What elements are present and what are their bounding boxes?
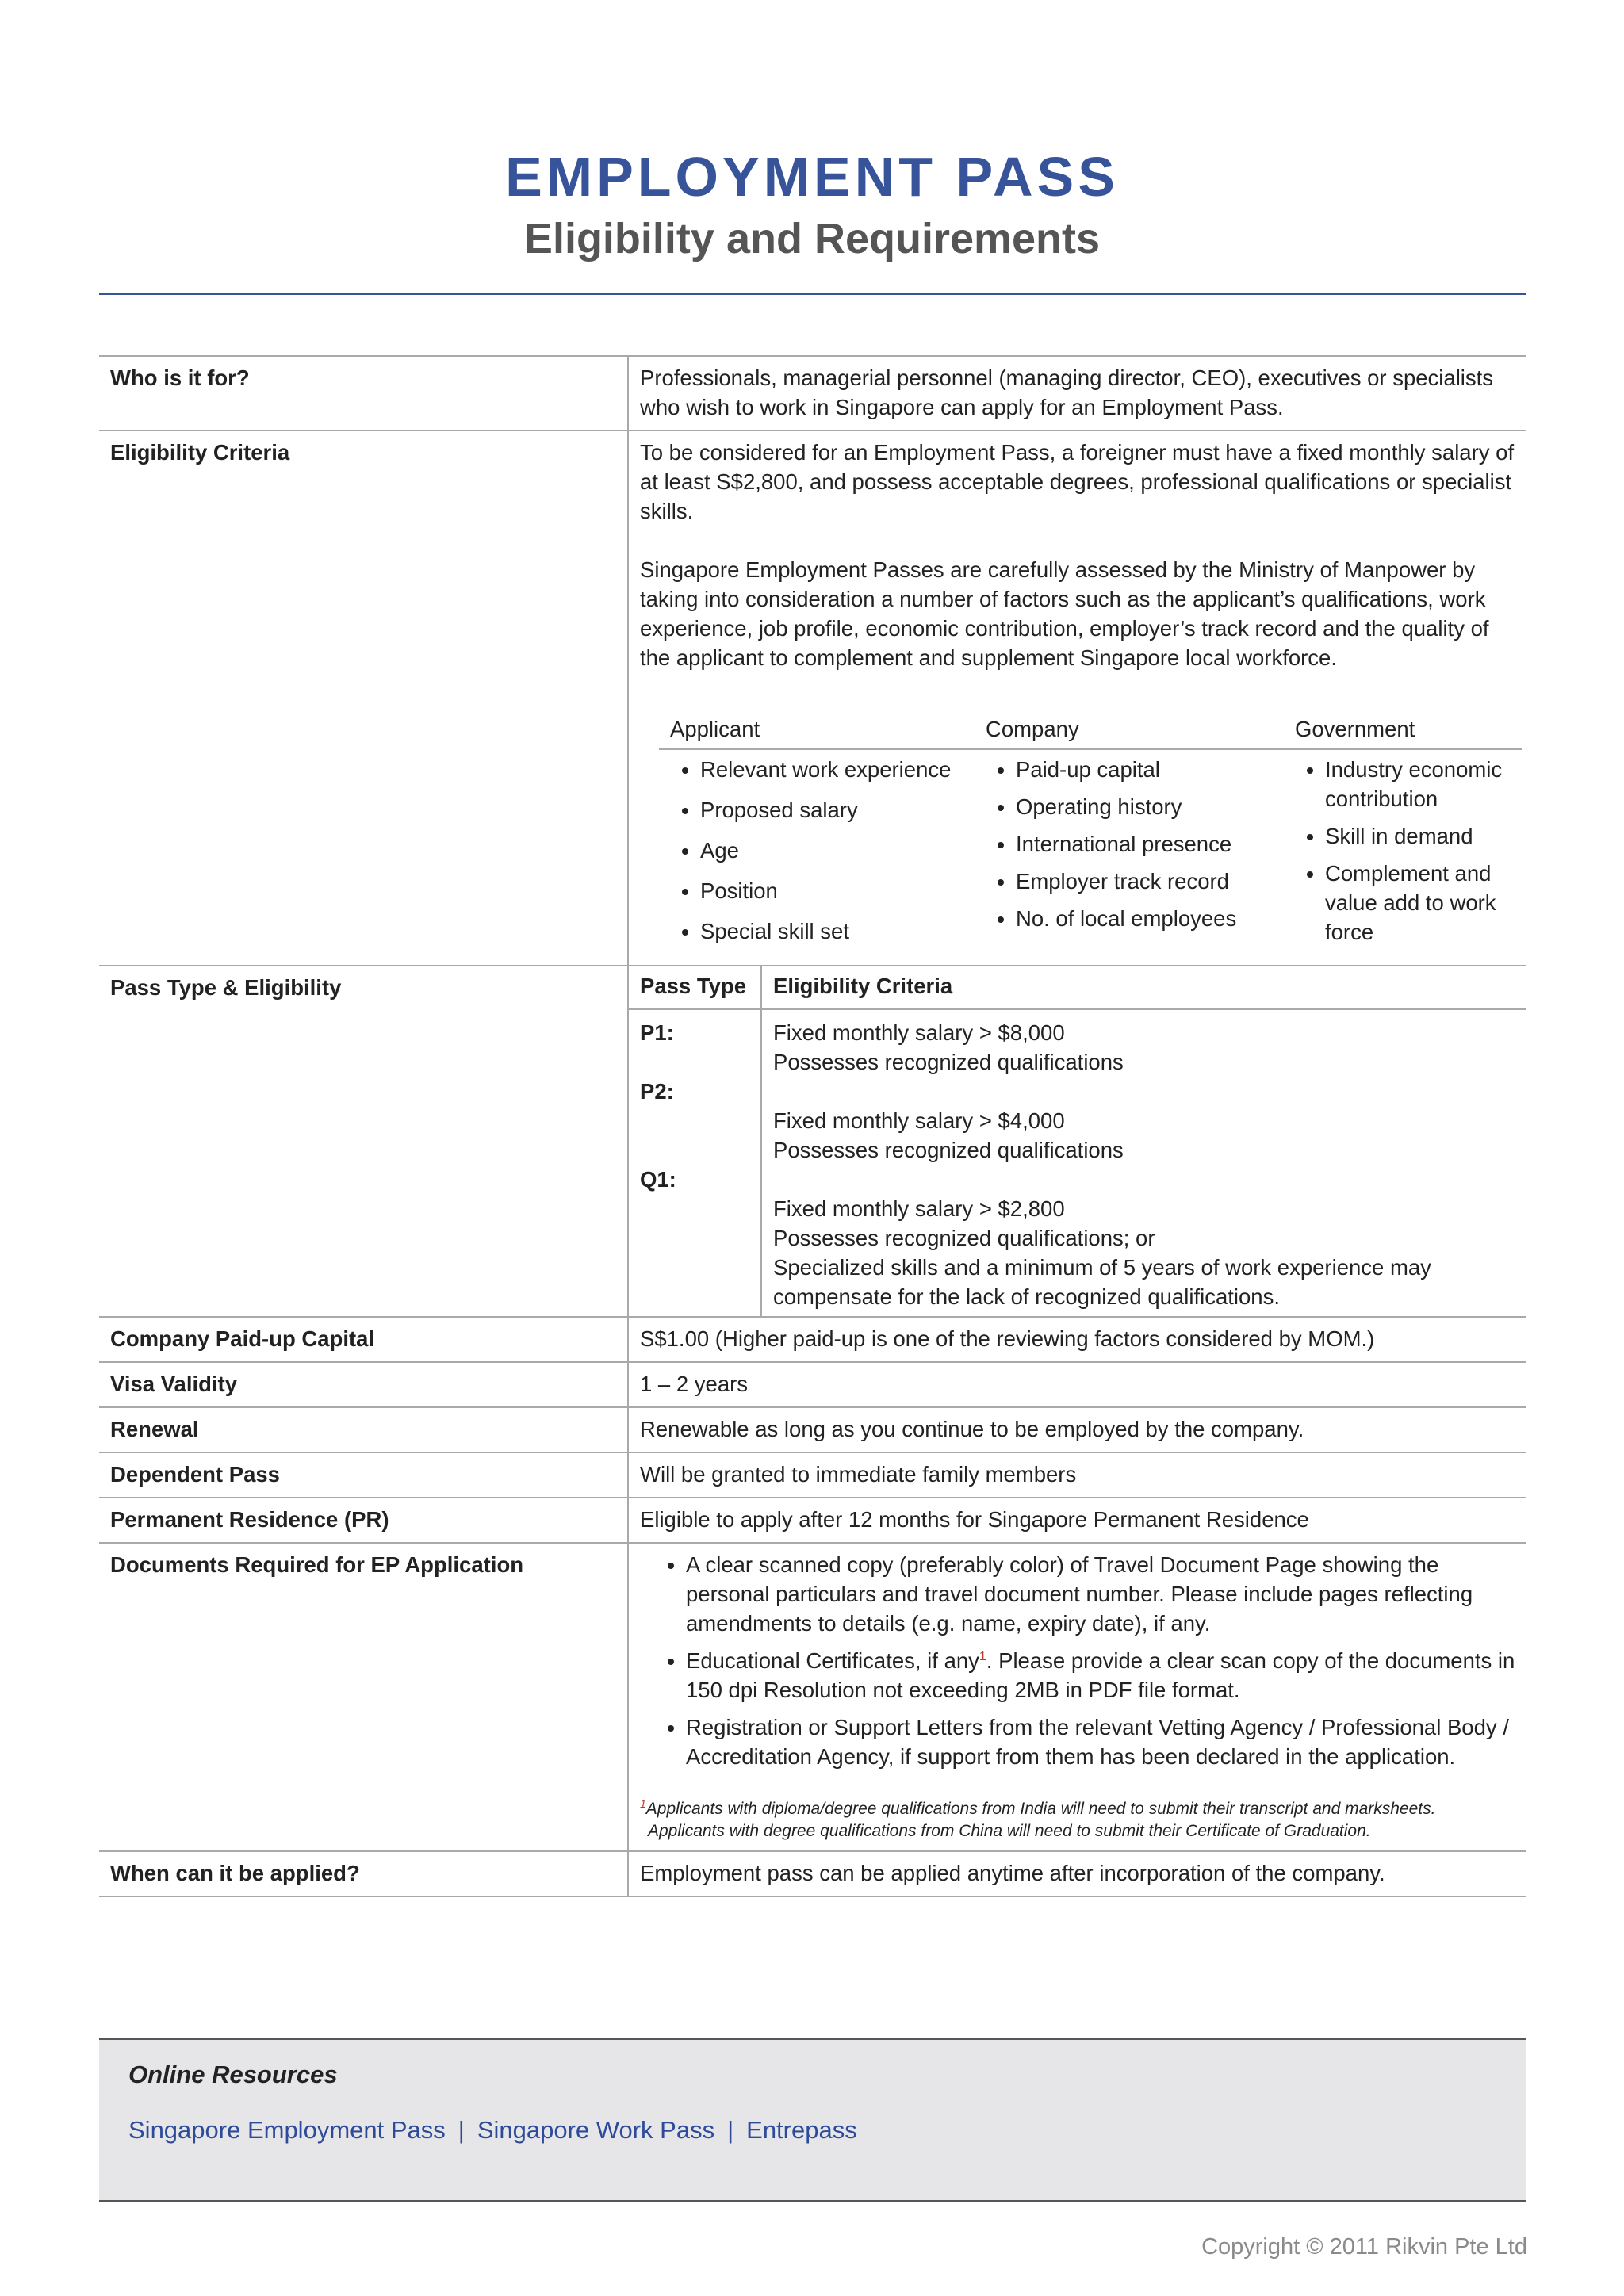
factor-list bbox=[1284, 755, 1522, 947]
row-value: Employment pass can be applied anytime after incorporation of the company. bbox=[628, 1851, 1526, 1896]
row-label: Pass Type & Eligibility bbox=[99, 966, 628, 1317]
resources-title: Online Resources bbox=[128, 2061, 338, 2088]
footnote-text: Applicants with diploma/degree qualifications from India will need to submit their transcript and marksheets. bbox=[645, 1800, 1436, 1818]
row-value bbox=[628, 1543, 1526, 1851]
page-title: EMPLOYMENT PASS bbox=[505, 146, 1119, 208]
row-who bbox=[99, 356, 1526, 430]
footnote-marker: 1 bbox=[979, 1649, 986, 1663]
list-item: • Paid-up capital bbox=[1016, 755, 1284, 784]
row-value: Renewable as long as you continue to be employed by the company. bbox=[628, 1407, 1526, 1452]
link-singapore-employment-pass[interactable]: Singapore Employment Pass bbox=[128, 2116, 446, 2144]
row-capital bbox=[99, 1317, 1526, 1362]
factor-column-government bbox=[1284, 714, 1522, 957]
row-label: Eligibility Criteria bbox=[99, 430, 628, 966]
resources-links bbox=[128, 2116, 857, 2145]
footnote-line bbox=[640, 1798, 1515, 1820]
factor-list bbox=[659, 755, 975, 946]
criteria-line: Specialized skills and a minimum of 5 years of work experience may compensate for the lack of recognized qualifications. bbox=[773, 1255, 1431, 1309]
row-label: Dependent Pass bbox=[99, 1452, 628, 1498]
row-pass-type bbox=[99, 966, 1526, 1317]
link-separator: | bbox=[727, 2116, 734, 2144]
footnote-marker: 1 bbox=[640, 1797, 646, 1810]
pass-table-header bbox=[629, 966, 1526, 1009]
criteria-p1 bbox=[773, 1018, 1517, 1077]
assessment-paragraph: Singapore Employment Passes are carefully assessed by the Ministry of Manpower by taking into consideration a number of factors such as the applicant’s qualifications, work experience, job profile, economic contribution, employer’s track record and the quality of the applicant to complement and supplement Singapore local workforce. bbox=[640, 557, 1489, 670]
criteria-line: Possesses recognized qualifications bbox=[773, 1050, 1124, 1074]
row-dependent bbox=[99, 1452, 1526, 1498]
footnote bbox=[640, 1798, 1515, 1843]
row-documents bbox=[99, 1543, 1526, 1851]
pass-type-header: Pass Type bbox=[629, 966, 761, 1009]
list-item: • A clear scanned copy (preferably color) of Travel Document Page showing the personal particulars and travel document number. Please include pages reflecting amendments to details (e.g. name, expiry date), if any. bbox=[686, 1550, 1515, 1638]
list-item: • Skill in demand bbox=[1325, 821, 1522, 851]
list-item bbox=[686, 1646, 1515, 1705]
row-value: 1 – 2 years bbox=[628, 1362, 1526, 1407]
row-value: Eligible to apply after 12 months for Singapore Permanent Residence bbox=[628, 1498, 1526, 1543]
row-label: Visa Validity bbox=[99, 1362, 628, 1407]
list-item: • International presence bbox=[1016, 829, 1284, 859]
list-item: • Registration or Support Letters from the relevant Vetting Agency / Professional Body / Accreditation Agency, if support from them has been declared in the application. bbox=[686, 1712, 1515, 1771]
factor-column-applicant bbox=[659, 714, 975, 957]
row-when bbox=[99, 1851, 1526, 1896]
row-validity bbox=[99, 1362, 1526, 1407]
criteria-header: Eligibility Criteria bbox=[761, 966, 1526, 1009]
list-item: • No. of local employees bbox=[1016, 904, 1284, 933]
link-singapore-work-pass[interactable]: Singapore Work Pass bbox=[477, 2116, 715, 2144]
doc-text: . Please provide a clear scan copy of the documents in 150 dpi Resolution not exceeding 2MB in PDF file format. bbox=[686, 1648, 1515, 1702]
criteria-q1 bbox=[773, 1194, 1517, 1311]
criteria-list bbox=[761, 1009, 1526, 1316]
factor-column-company bbox=[975, 714, 1284, 957]
list-item: • Position bbox=[700, 876, 975, 905]
criteria-line: Possesses recognized qualifications; or bbox=[773, 1226, 1155, 1250]
pass-code-q1: Q1: bbox=[640, 1167, 676, 1192]
row-pr bbox=[99, 1498, 1526, 1543]
criteria-line: Possesses recognized qualifications bbox=[773, 1138, 1124, 1162]
list-item: • Age bbox=[700, 836, 975, 865]
row-eligibility bbox=[99, 430, 1526, 966]
pass-type-codes bbox=[629, 1009, 761, 1316]
pass-type-table bbox=[629, 966, 1526, 1316]
list-item: • Industry economic contribution bbox=[1325, 755, 1522, 813]
row-value: S$1.00 (Higher paid-up is one of the reviewing factors considered by MOM.) bbox=[628, 1317, 1526, 1362]
row-label: Company Paid-up Capital bbox=[99, 1317, 628, 1362]
row-label: Renewal bbox=[99, 1407, 628, 1452]
pass-code-p2: P2: bbox=[640, 1079, 674, 1104]
copyright-text: Copyright © 2011 Rikvin Pte Ltd bbox=[1201, 2234, 1527, 2260]
row-value bbox=[628, 430, 1526, 966]
documents-list bbox=[640, 1550, 1515, 1771]
list-item: • Operating history bbox=[1016, 792, 1284, 821]
pass-table-body bbox=[629, 1009, 1526, 1316]
doc-text: Educational Certificates, if any bbox=[686, 1648, 979, 1673]
online-resources-box bbox=[99, 2038, 1526, 2202]
row-label: Documents Required for EP Application bbox=[99, 1543, 628, 1851]
list-item: • Proposed salary bbox=[700, 795, 975, 825]
row-value: Will be granted to immediate family members bbox=[628, 1452, 1526, 1498]
factor-heading: Government bbox=[1284, 714, 1522, 750]
row-renewal bbox=[99, 1407, 1526, 1452]
footnote-line: Applicants with degree qualifications from China will need to submit their Certificate of Graduation. bbox=[648, 1822, 1371, 1840]
pass-code-p1: P1: bbox=[640, 1020, 674, 1045]
row-label: Permanent Residence (PR) bbox=[99, 1498, 628, 1543]
criteria-p2 bbox=[773, 1106, 1517, 1165]
list-item: • Relevant work experience bbox=[700, 755, 975, 784]
row-label: When can it be applied? bbox=[99, 1851, 628, 1896]
header-divider bbox=[99, 293, 1526, 295]
eligibility-paragraph: To be considered for an Employment Pass, a foreigner must have a fixed monthly salary of at least S$2,800, and possess acceptable degrees, professional qualifications or specialist skills. bbox=[640, 440, 1515, 523]
row-value: Professionals, managerial personnel (managing director, CEO), executives or specialists who wish to work in Singapore can apply for an Employment Pass. bbox=[628, 356, 1526, 430]
factor-list bbox=[975, 755, 1284, 933]
requirements-table bbox=[99, 355, 1526, 1897]
list-item: • Employer track record bbox=[1016, 867, 1284, 896]
link-entrepass[interactable]: Entrepass bbox=[746, 2116, 857, 2144]
row-value bbox=[628, 966, 1526, 1317]
page-header bbox=[0, 143, 1624, 266]
list-item: • Special skill set bbox=[700, 916, 975, 946]
factor-heading: Company bbox=[975, 714, 1284, 750]
page-subtitle: Eligibility and Requirements bbox=[523, 215, 1101, 262]
row-label: Who is it for? bbox=[99, 356, 628, 430]
criteria-line: Fixed monthly salary > $2,800 bbox=[773, 1196, 1065, 1221]
link-separator: | bbox=[458, 2116, 465, 2144]
criteria-line: Fixed monthly salary > $4,000 bbox=[773, 1108, 1065, 1133]
factor-heading: Applicant bbox=[659, 714, 975, 750]
assessment-factors bbox=[659, 714, 1522, 957]
criteria-line: Fixed monthly salary > $8,000 bbox=[773, 1020, 1065, 1045]
list-item: • Complement and value add to work force bbox=[1325, 859, 1522, 947]
